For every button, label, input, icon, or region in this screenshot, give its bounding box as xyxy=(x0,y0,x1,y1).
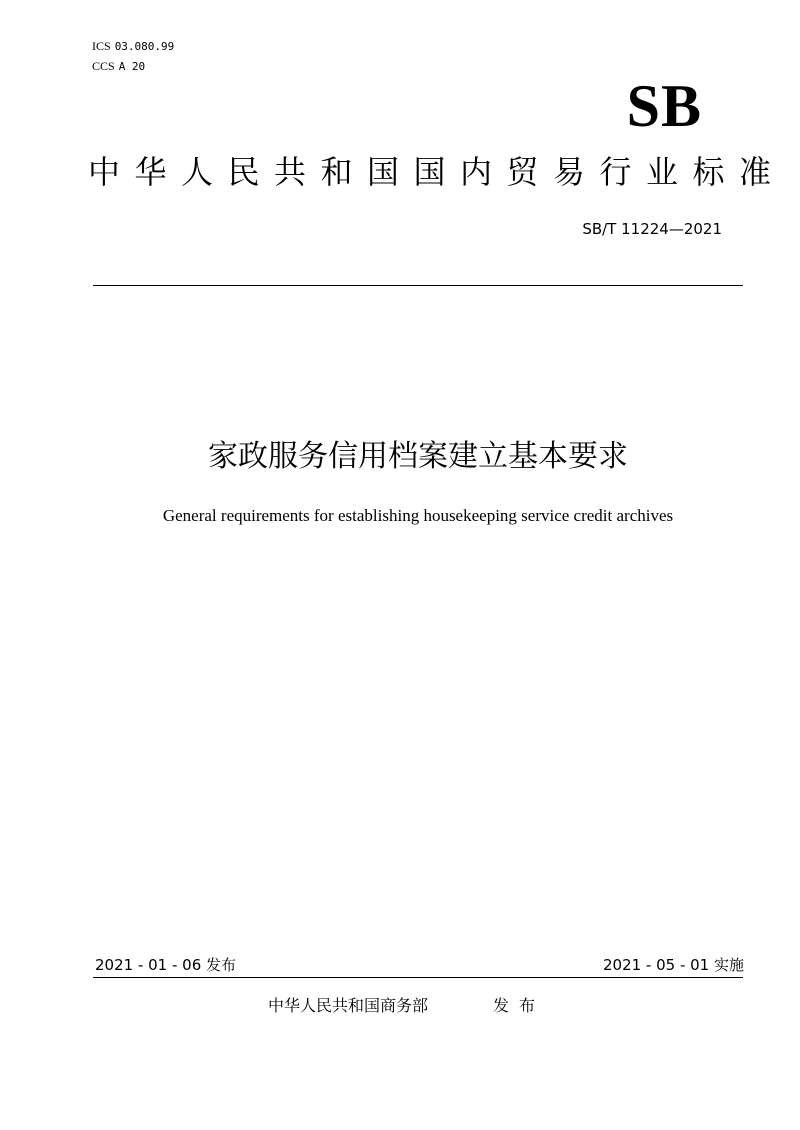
implementation-date: 2021 - 05 - 01 实施 xyxy=(602,956,744,974)
header-divider xyxy=(93,285,743,286)
standard-number: SB/T 11224—2021 xyxy=(582,220,722,238)
ics-value: 03.080.99 xyxy=(114,40,175,53)
issue-date: 2021 - 01 - 06 发布 xyxy=(95,956,237,974)
ccs-label: CCS xyxy=(92,59,115,73)
ics-code xyxy=(92,38,174,55)
sb-logo: SB xyxy=(626,73,702,139)
document-title-chinese: 家政服务信用档案建立基本要求 xyxy=(208,439,628,474)
standard-category-title: 中华人民共和国国内贸易行业标准 xyxy=(88,153,786,191)
ics-label: ICS xyxy=(92,39,111,53)
ccs-value: A 20 xyxy=(118,60,146,73)
document-title-english: General requirements for establishing housekeeping service credit archives xyxy=(162,506,674,525)
ccs-code xyxy=(92,58,145,75)
footer-divider xyxy=(93,977,743,978)
issuing-action: 发布 xyxy=(493,996,546,1015)
issuing-authority: 中华人民共和国商务部 xyxy=(268,996,429,1015)
